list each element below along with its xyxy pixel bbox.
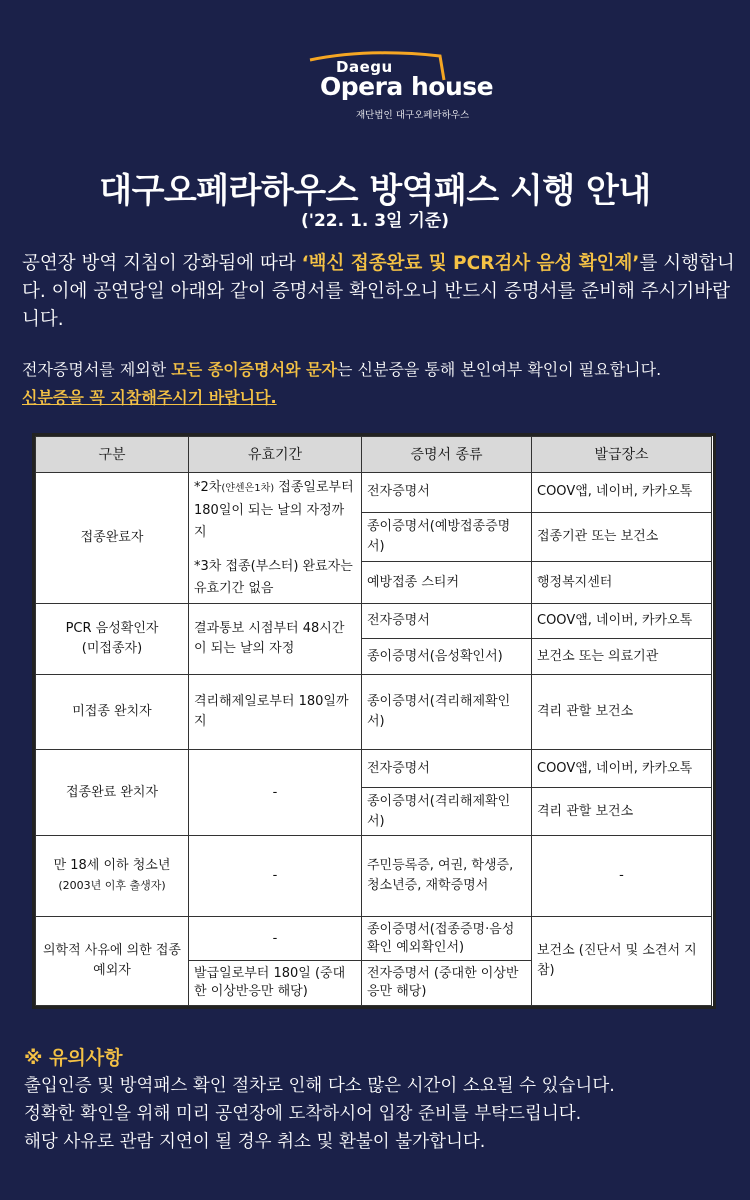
logo-daegu: Daegu [336, 58, 393, 76]
certificate-table [35, 436, 712, 1006]
header-cert-type: 증명서 종류 [362, 437, 532, 473]
issuer-cell: - [532, 836, 712, 917]
table-row [36, 604, 712, 638]
issuer-cell: 격리 관할 보건소 [532, 788, 712, 836]
caution-line: 해당 사유로 관람 지연이 될 경우 취소 및 환불이 불가합니다. [24, 1132, 486, 1152]
logo [300, 40, 494, 130]
validity-vaccinated-2: *3차 접종(부스터) 완료자는 유효기간 없음 [194, 558, 353, 596]
cert-cell: 종이증명서(접종증명·음성확인 예외확인서) [362, 916, 532, 961]
issuer-cell: COOV앱, 네이버, 카카오톡 [532, 750, 712, 788]
intro-paragraph [22, 250, 737, 334]
table-row [36, 836, 712, 917]
cert-cell: 종이증명서(음성확인서) [362, 638, 532, 674]
validity-180-days: 접종일로부터 180일이 되는 날의 자정까지 [194, 479, 354, 540]
table-header-row [36, 437, 712, 473]
table-row [36, 916, 712, 961]
validity-medical-2: 발급일로부터 180일 (중대한 이상반응만 해당) [189, 961, 362, 1006]
validity-vaccinated-recovered: - [189, 750, 362, 836]
table-row [36, 675, 712, 750]
intro-text-before: 공연장 방역 지침이 강화됨에 따라 [22, 253, 302, 274]
category-unvaccinated-recovered: 미접종 완치자 [36, 675, 189, 750]
header-validity: 유효기간 [189, 437, 362, 473]
cert-cell: 종이증명서(격리해제확인서) [362, 675, 532, 750]
category-youth [36, 836, 189, 917]
cert-cell: 전자증명서 [362, 473, 532, 513]
category-youth-1: 만 18세 이하 청소년 [53, 857, 171, 873]
header-issuer: 발급장소 [532, 437, 712, 473]
issuer-cell: 행정복지센터 [532, 562, 712, 604]
validity-2nd-dose: *2차 [194, 479, 222, 495]
validity-unvaccinated-recovered: 격리해제일로부터 180일까지 [189, 675, 362, 750]
category-medical-exempt: 의학적 사유에 의한 접종예외자 [36, 916, 189, 1005]
issuer-cell: 보건소 또는 의료기관 [532, 638, 712, 674]
logo-subtitle: 재단법인 대구오페라하우스 [356, 110, 470, 121]
caution-line: 정확한 확인을 위해 미리 공연장에 도착하시어 입장 준비를 부탁드립니다. [24, 1104, 582, 1124]
cert-cell: 주민등록증, 여권, 학생증, 청소년증, 재학증명서 [362, 836, 532, 917]
cert-cell: 예방접종 스티커 [362, 562, 532, 604]
page-subtitle: ('22. 1. 3일 기준) [301, 211, 449, 231]
cert-cell: 전자증명서 [362, 604, 532, 638]
issuer-cell: 격리 관할 보건소 [532, 675, 712, 750]
logo-name: Opera house [320, 72, 494, 101]
issuer-medical: 보건소 (진단서 및 소견서 지참) [532, 916, 712, 1005]
caution-line: 출입인증 및 방역패스 확인 절차로 인해 다소 많은 시간이 소요될 수 있습니다. [24, 1076, 615, 1096]
category-vaccinated: 접종완료자 [36, 473, 189, 604]
category-youth-2: (2003년 이후 출생자) [58, 878, 166, 892]
intro-highlight: ‘백신 접종완료 및 PCR검사 음성 확인제’ [301, 253, 640, 274]
validity-youth: - [189, 836, 362, 917]
category-pcr-2: (미접종자) [81, 641, 143, 657]
certificate-table-container [32, 433, 716, 1009]
notice-highlight: 모든 종이증명서와 문자 [171, 360, 337, 379]
validity-medical-1: - [189, 916, 362, 961]
header-category: 구분 [36, 437, 189, 473]
notice-text-before: 전자증명서를 제외한 [22, 360, 172, 379]
category-pcr-1: PCR 음성확인자 [65, 621, 159, 637]
validity-janssen-note: (얀센은1차) [221, 482, 275, 494]
category-pcr [36, 604, 189, 675]
issuer-cell: COOV앱, 네이버, 카카오톡 [532, 473, 712, 513]
cert-cell: 종이증명서(격리해제확인서) [362, 788, 532, 836]
issuer-cell: 접종기관 또는 보건소 [532, 512, 712, 561]
validity-pcr: 결과통보 시점부터 48시간이 되는 날의 자정 [189, 604, 362, 675]
validity-vaccinated [189, 473, 362, 604]
cert-cell: 종이증명서(예방접종증명서) [362, 512, 532, 561]
validity-vaccinated-1 [194, 477, 356, 544]
table-row [36, 473, 712, 513]
category-vaccinated-recovered: 접종완료 완치자 [36, 750, 189, 836]
notice-id-reminder: 신분증을 꼭 지참해주시기 바랍니다. [22, 388, 277, 407]
cert-cell: 전자증명서 [362, 750, 532, 788]
issuer-cell: COOV앱, 네이버, 카카오톡 [532, 604, 712, 638]
intro-text-after: 를 시행합니다. 이에 공연당일 아래와 같이 증명서를 확인하오니 반드시 증명서를 준비해 주시기바랍니다. [22, 253, 735, 330]
page-title: 대구오페라하우스 방역패스 시행 안내 [99, 171, 651, 211]
cert-cell: 전자증명서 (중대한 이상반응만 해당) [362, 961, 532, 1006]
notice-text-after: 는 신분증을 통해 본인여부 확인이 필요합니다. [336, 360, 662, 379]
caution-title: ※ 유의사항 [24, 1047, 123, 1069]
id-notice [22, 356, 737, 412]
caution-list [24, 1072, 739, 1156]
table-row [36, 750, 712, 788]
